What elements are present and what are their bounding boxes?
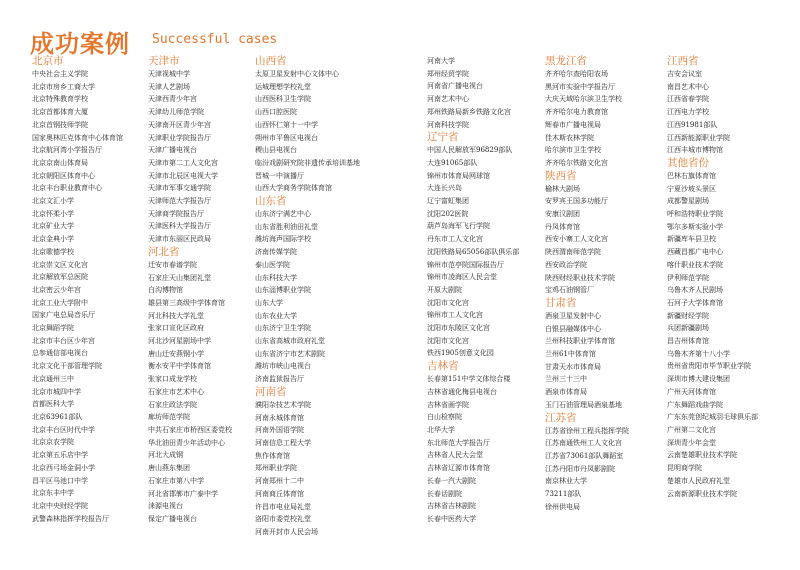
- case-entry: 山西口腔医院: [255, 108, 297, 117]
- case-entry: 北京市丰台区少年宫: [32, 336, 95, 345]
- case-entry: 东北师范大学报告厅: [427, 438, 490, 447]
- case-entry: 北京首钢技师学院: [32, 120, 88, 129]
- case-entry: 石家庄市第八中学: [148, 476, 204, 485]
- column-2: [148, 55, 266, 526]
- case-entry: 石家庄政法学院: [148, 400, 197, 409]
- region-heading: 陕西省: [545, 169, 577, 182]
- case-entry: 山东省胜利油田礼堂: [255, 222, 318, 231]
- case-entry: 北京解放军总医院: [32, 273, 88, 282]
- case-entry: 天津职业学院报告厅: [148, 133, 211, 142]
- case-entry: 黑河市实验中学报告厅: [545, 82, 615, 91]
- case-entry: 兰州科技职业学体育馆: [545, 337, 615, 346]
- case-entry: 北京文化干部管理学院: [32, 362, 102, 371]
- region-heading: 辽宁省: [427, 131, 459, 144]
- case-entry: 73211部队: [545, 490, 582, 499]
- case-entry: 铁西1905创意文化园: [427, 349, 494, 358]
- case-entry: 国家奥林匹克体育中心体育馆: [32, 133, 123, 142]
- case-entry: 临汾戏剧研究院非遗传承培训基地: [255, 158, 360, 167]
- case-entry: 天津市东丽区民政局: [148, 235, 211, 244]
- case-entry: 呼和浩特职业学院: [667, 210, 723, 219]
- case-entry: 天津人艺剧场: [148, 82, 190, 91]
- case-entry: 北京丰台职业教育中心: [32, 184, 102, 193]
- case-entry: 大庆天域哈尔滨卫生学校: [545, 95, 622, 104]
- case-entry: 徐州供电局: [545, 502, 580, 511]
- case-entry: 喀什职业技术学院: [667, 260, 723, 269]
- case-entry: 陕西财经职业技术学院: [545, 273, 615, 282]
- case-entry: 山东省高城市政府礼堂: [255, 337, 325, 346]
- case-entry: 潍坊市峡山电视台: [255, 362, 311, 371]
- case-entry: 运城理想学校礼堂: [255, 82, 311, 91]
- case-entry: 石河子大学体育馆: [667, 298, 723, 307]
- case-entry: 河南郑州十二中: [255, 477, 304, 486]
- case-entry: 河北大成钢: [148, 451, 183, 460]
- case-entry: 山西医科卫生学院: [255, 95, 311, 104]
- case-entry: 保定广播电视台: [148, 514, 197, 523]
- case-entry: 齐齐哈尔电力教育馆: [545, 108, 608, 117]
- case-entry: 北京崇文区文化宫: [32, 260, 88, 269]
- column-4: [427, 55, 545, 526]
- case-entry: 北京西弓场金洞小学: [32, 463, 95, 472]
- case-entry: 北京金典小学: [32, 235, 74, 244]
- page-title: 成功案例: [30, 29, 130, 58]
- case-entry: 沈阳铁路局65056部队俱乐部: [427, 247, 520, 256]
- case-entry: 山东省济宁市艺术剧院: [255, 349, 325, 358]
- column-1: [32, 55, 150, 525]
- case-entry: 天津南开区青少年宫: [148, 120, 211, 129]
- case-entry: 江苏省73061部队舞蹈室: [545, 451, 624, 460]
- case-entry: 白银县融媒体中心: [545, 324, 601, 333]
- case-entry: 太原卫星发射中心文体中心: [255, 70, 339, 78]
- case-entry: 北京航河湾小学报告厅: [32, 146, 102, 155]
- case-entry: 江西91981部队: [667, 120, 718, 129]
- case-entry: 天津幼儿师范学院: [148, 108, 204, 117]
- case-entry: 北京中央财经学院: [32, 501, 88, 510]
- case-entry: 昌吉州体育馆: [667, 337, 709, 346]
- case-entry: 朔州市平鲁区电视台: [255, 133, 318, 142]
- case-entry: 泰山医学院: [255, 260, 290, 269]
- case-entry: 安康汉剧团: [545, 210, 580, 219]
- case-entry: 江西新能源职业学院: [667, 133, 730, 142]
- case-entry: 吉安会议室: [667, 70, 702, 78]
- case-entry: 沈阳202医院: [427, 209, 469, 218]
- case-entry: 河南艺术中心: [427, 95, 469, 104]
- case-entry: 北京首都体育大厦: [32, 108, 88, 117]
- case-entry: 吉林省辽源市体育馆: [427, 464, 490, 473]
- case-entry: 河南外国语学院: [255, 426, 304, 435]
- case-entry: 安罗宾王国多功能厅: [545, 197, 608, 206]
- case-entry: 乌鲁木齐人民剧场: [667, 286, 723, 295]
- case-entry: 宝鸡石油钢管厂: [545, 286, 594, 295]
- case-entry: 丹东市工人文化宫: [427, 235, 483, 244]
- case-entry: 天津视城中学: [148, 70, 190, 78]
- case-entry: 河南省广播电视台: [427, 82, 483, 91]
- case-entry: 首都医科大学: [32, 400, 74, 409]
- case-entry: 哈尔滨市卫生学校: [545, 146, 601, 155]
- region-heading: 山东省: [255, 195, 287, 208]
- case-entry: 中国人民解放军96829部队: [427, 146, 513, 155]
- case-entry: 江西丰城市博物馆: [667, 146, 723, 155]
- case-entry: 山东济宁满艺中心: [255, 210, 311, 219]
- case-entry: 北京舞蹈学院: [32, 324, 74, 333]
- case-entry: 山东农业大学: [255, 311, 297, 320]
- case-entry: 北京第五乐店中学: [32, 451, 88, 460]
- case-entry: 北京丰台区时代中学: [32, 425, 95, 434]
- case-entry: 北京矿业大学: [32, 222, 74, 231]
- case-entry: 广东舞蹈戏曲学院: [667, 400, 723, 409]
- case-entry: 广东东莞创纪城羽毛球俱乐部: [667, 413, 758, 422]
- case-entry: 西安小寨工人文化宫: [545, 235, 608, 244]
- case-entry: 张家口宣化区政府: [148, 324, 204, 333]
- case-entry: 天津师范大学报告厅: [148, 197, 211, 206]
- case-entry: 昆明商学院: [667, 464, 702, 473]
- case-entry: 河南商丘体育馆: [255, 489, 304, 498]
- case-entry: 吉林省人民大会堂: [427, 451, 483, 460]
- case-entry: 潍坊海声国际学校: [255, 235, 311, 244]
- case-entry: 河南科技学院: [427, 120, 469, 129]
- case-entry: 河南信息工程大学: [255, 438, 311, 447]
- case-entry: 北京市房乡工商大学: [32, 82, 95, 91]
- case-entry: 迁安市春谱学院: [148, 260, 197, 269]
- case-entry: 华北油田青少年活动中心: [148, 438, 225, 447]
- case-entry: 宁夏沙坡头景区: [667, 184, 716, 193]
- region-heading: 甘肃省: [545, 296, 577, 309]
- case-entry: 江西省春学院: [667, 95, 709, 104]
- case-entry: 北京密云少年宫: [32, 285, 81, 294]
- case-entry: 河北沙河星剧场中学: [148, 337, 211, 346]
- case-entry: 沈阳市文化宫: [427, 336, 469, 345]
- case-entry: 长春第151中学文体综合楼: [427, 375, 511, 384]
- region-heading: 江西省: [667, 55, 699, 67]
- region-heading: 天津市: [148, 55, 180, 67]
- case-entry: 郑州铁路局新乡铁路文化宫: [427, 107, 511, 116]
- case-entry: 沈阳市东陵区文化宫: [427, 324, 490, 333]
- case-entry: 山东淄博职业学院: [255, 286, 311, 295]
- case-entry: 伊利师范学院: [667, 273, 709, 282]
- case-entry: 大连91065部队: [427, 158, 478, 167]
- case-entry: 天津商学院报告厅: [148, 209, 204, 218]
- case-entry: 天津市北辰区电视大学: [148, 171, 218, 180]
- case-entry: 中央社会主义学院: [32, 70, 88, 78]
- case-entry: 河北省邯郸市广泰中学: [148, 489, 218, 498]
- case-entry: 雄县第三高级中学体育馆: [148, 298, 225, 307]
- case-entry: 吉林省画学院: [427, 400, 469, 409]
- case-entry: 江苏省徐州工程兵指挥学院: [545, 426, 629, 435]
- case-entry: 长春一汽大剧院: [427, 476, 476, 485]
- case-entry: 兵团新疆剧场: [667, 324, 709, 333]
- case-entry: 稷山县电视台: [255, 146, 297, 155]
- case-entry: 齐齐哈尔铁路文化宫: [545, 158, 608, 167]
- case-entry: 国家广电总局音乐厅: [32, 311, 95, 320]
- case-entry: 郑州经贸学院: [427, 69, 469, 78]
- case-entry: 北华大学: [427, 425, 455, 434]
- case-entry: 江西电力学校: [667, 108, 709, 117]
- case-entry: 大连长兴岛: [427, 184, 462, 193]
- case-entry: 兰州61中体育馆: [545, 350, 596, 359]
- case-entry: 巴林右旗体育馆: [667, 171, 716, 180]
- case-entry: 北京怀柔小学: [32, 209, 74, 218]
- case-entry: 山西大学商务学院体育馆: [255, 184, 332, 193]
- case-entry: 山东大学: [255, 298, 283, 307]
- region-heading: 江苏省: [545, 411, 577, 424]
- case-entry: 山东科技大学: [255, 273, 297, 282]
- case-entry: 吉林省通化梅县电视台: [427, 387, 497, 396]
- case-entry: 天津广播电视台: [148, 146, 197, 155]
- column-5: [545, 55, 663, 514]
- case-entry: 北京通州三中: [32, 374, 74, 383]
- case-entry: 贵州省贵阳市毕节职业学院: [667, 362, 751, 371]
- case-entry: 唐山迁安燕钢小学: [148, 349, 204, 358]
- case-entry: 齐齐哈尔查哈阳农场: [545, 70, 608, 78]
- case-entry: 武警森林指挥学校报告厅: [32, 514, 109, 523]
- case-entry: 洛阳市委党校礼堂: [255, 515, 311, 524]
- case-entry: 山东济宁卫生学院: [255, 324, 311, 333]
- case-entry: 乌鲁木齐第十八小学: [667, 349, 730, 358]
- case-entry: 北京63961部队: [32, 412, 83, 421]
- case-entry: 广州天河体育馆: [667, 387, 716, 396]
- case-entry: 天津医科大学报告厅: [148, 222, 211, 231]
- case-entry: 成都警星剧场: [667, 197, 709, 206]
- case-entry: 天津西青少年宫: [148, 95, 197, 104]
- case-entry: 北京工业大学附中: [32, 298, 88, 307]
- case-entry: 葫芦岛海军飞行学院: [427, 222, 490, 231]
- case-entry: 济南监狱报告厅: [255, 375, 304, 384]
- case-entry: 长春话剧院: [427, 489, 462, 498]
- case-entry: 河南开封市人民会场: [255, 527, 318, 536]
- case-entry: 白山检察院: [427, 413, 462, 422]
- case-entry: 昌平区马池口中学: [32, 476, 88, 485]
- case-entry: 总参通信部电视台: [32, 349, 88, 358]
- case-entry: 佳木斯农林学院: [545, 133, 594, 142]
- case-entry: 西安政治学院: [545, 260, 587, 269]
- case-entry: 兰州三十三中: [545, 375, 587, 384]
- case-entry: 吉林省吉林剧院: [427, 502, 476, 511]
- case-entry: 酒泉市体育局: [545, 388, 587, 397]
- case-entry: 甘肃天水市体育局: [545, 362, 601, 371]
- case-entry: 唐山燕东集团: [148, 464, 190, 473]
- case-entry: 白沟博物馆: [148, 286, 183, 295]
- case-entry: 开原大剧院: [427, 285, 462, 294]
- case-entry: 北京京南山体育局: [32, 158, 88, 167]
- case-entry: 丹凤体育馆: [545, 222, 580, 231]
- case-entry: 江苏南通铁州工人文化宫: [545, 439, 622, 448]
- region-heading: 河北省: [148, 245, 180, 258]
- case-entry: 天津市军事交通学院: [148, 184, 211, 193]
- case-entry: 天津市第二工人文化宫: [148, 158, 218, 167]
- case-entry: 北京文汇小学: [32, 197, 74, 206]
- case-entry: 广州第二文化宫: [667, 425, 716, 434]
- case-entry: 北京朝阳区体育中心: [32, 171, 95, 180]
- case-entry: 长春中医药大学: [427, 514, 476, 523]
- case-entry: 焦作体育馆: [255, 451, 290, 460]
- case-entry: 鄂尔多斯实验小学: [667, 222, 723, 231]
- page-subtitle: Successful cases: [152, 32, 278, 47]
- case-entry: 锦州市工人文化宫: [427, 311, 483, 320]
- case-entry: 濮阳杂技艺术学院: [255, 400, 311, 409]
- case-entry: 石家庄天山集团礼堂: [148, 273, 211, 282]
- case-entry: 楚雄市人民政府礼堂: [667, 476, 730, 485]
- column-3: [255, 55, 373, 539]
- case-entry: 南昌艺术中心: [667, 82, 709, 91]
- case-entry: 北京特殊教育学校: [32, 95, 88, 104]
- case-entry: 南京林业大学: [545, 477, 587, 486]
- case-entry: 济南传媒学院: [255, 248, 297, 257]
- case-entry: 辽宁富虹集团: [427, 197, 469, 206]
- case-entry: 许昌市电业局礼堂: [255, 502, 311, 511]
- case-entry: 榆林大剧场: [545, 184, 580, 193]
- case-entry: 陕西渭南师范学院: [545, 248, 601, 257]
- case-entry: 廊坊师范学院: [148, 413, 190, 422]
- region-heading: 吉林省: [427, 360, 459, 373]
- case-entry: 北京东丰中学: [32, 489, 74, 498]
- region-heading: 河南省: [255, 385, 287, 398]
- region-heading: 黑龙江省: [545, 55, 587, 67]
- case-entry: 辉春市广播电视局: [545, 120, 601, 129]
- case-entry: 锦州市凌海区人民会堂: [427, 273, 497, 282]
- case-entry: 山西怀仁第十一中学: [255, 120, 318, 129]
- case-entry: 锦州市范亭院国际报告厅: [427, 260, 504, 269]
- case-entry: 玉门石油管理局酒泉基地: [545, 400, 622, 409]
- case-entry: 涞源电视台: [148, 502, 183, 511]
- case-entry: 北京京农学院: [32, 438, 74, 447]
- case-entry: 郑州职业学院: [255, 464, 297, 473]
- case-entry: 锦州市体育局网球馆: [427, 171, 490, 180]
- case-entry: 深圳市博大建设集团: [667, 375, 730, 384]
- case-entry: 北京市城四中学: [32, 387, 81, 396]
- case-entry: 衡水安平中学体育馆: [148, 362, 211, 371]
- region-heading: 山西省: [255, 55, 287, 67]
- case-entry: 河南永城体育馆: [255, 413, 304, 422]
- case-entry: 云南楚雄职业技术学院: [667, 451, 737, 460]
- case-entry: 中共石家庄市桥西区委党校: [148, 425, 232, 434]
- case-entry: 张家口成龙学校: [148, 375, 197, 384]
- case-entry: 云南新源职业技术学院: [667, 489, 737, 498]
- case-entry: 北京歌德学校: [32, 247, 74, 256]
- region-heading: 北京市: [32, 55, 64, 67]
- column-6: [667, 55, 785, 500]
- case-entry: 沈阳市文化宫: [427, 298, 469, 307]
- case-entry: 江苏丹阳市丹凤影剧院: [545, 464, 615, 473]
- region-heading: 其他省份: [667, 156, 709, 169]
- case-entry: 酒泉卫星发射中心: [545, 311, 601, 320]
- case-entry: 新疆库车县卫校: [667, 235, 716, 244]
- case-entry: 河南大学: [427, 57, 455, 65]
- case-entry: 河北科技大学礼堂: [148, 311, 204, 320]
- case-entry: 深圳青少年会堂: [667, 438, 716, 447]
- case-entry: 西藏昌都广电中心: [667, 248, 723, 257]
- case-entry: 新疆财经学院: [667, 311, 709, 320]
- case-entry: 石家庄市艺术中心: [148, 387, 204, 396]
- case-entry: 晋城一中演播厅: [255, 171, 304, 180]
